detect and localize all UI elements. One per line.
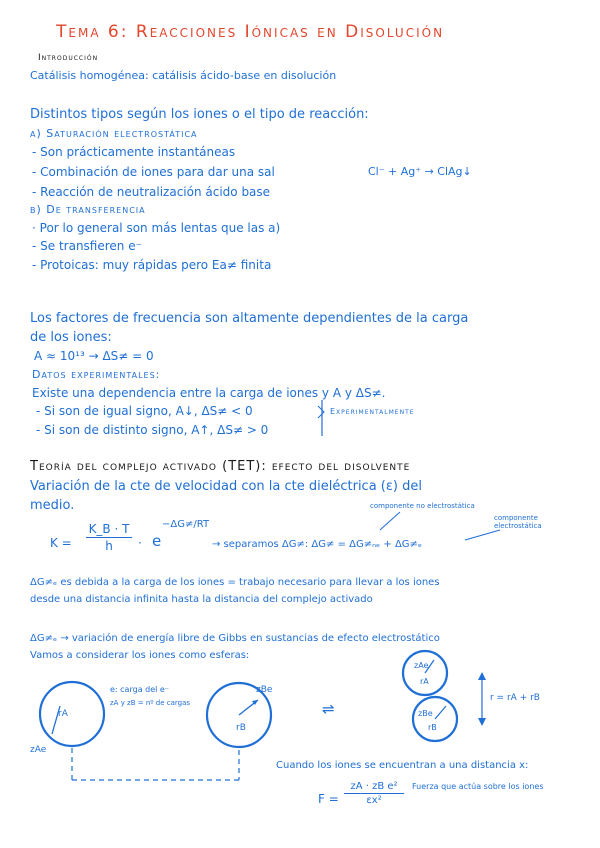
- top-ion-charge: zAe: [414, 661, 429, 670]
- k-denominator: h: [105, 539, 113, 553]
- fraction-bar: [344, 793, 404, 794]
- fuerza-note: Fuerza que actúa sobre los iones: [412, 782, 544, 791]
- tet-title: Teoría del complejo activado (TET): efecto del disolvente: [30, 459, 411, 474]
- factores-line-2: de los iones:: [30, 330, 112, 345]
- separamos-line: → separamos ΔG≠: ΔG≠ = ΔG≠ₙₑ + ΔG≠ₑ: [212, 539, 423, 550]
- bottom-ion-radius: rB: [428, 723, 437, 732]
- top-ion-radius: rA: [420, 677, 429, 686]
- subsection-b: b) De transferencia: [30, 203, 146, 216]
- zae-label: zAe: [30, 745, 47, 755]
- b-item-2: - Se transfieren e⁻: [32, 239, 142, 253]
- factores-line-1: Los factores de frecuencia son altamente dependientes de la carga: [30, 311, 469, 326]
- dge-line-1: ΔG≠ₑ es debida a la carga de los iones = trabajo necesario para llevar a los iones: [30, 577, 440, 588]
- k-exponent: −ΔG≠/RT: [162, 519, 210, 530]
- igual-signo-line: - Si son de igual signo, A↓, ΔS≠ < 0: [36, 404, 253, 418]
- k-lhs: K =: [50, 536, 72, 550]
- dge-line-2: desde una distancia infinita hasta la distancia del complejo activado: [30, 594, 373, 605]
- k-dot: ·: [138, 536, 142, 550]
- f-numerator: zA · zB e²: [350, 781, 398, 792]
- b-item-1: · Por lo general son más lentas que las a): [32, 221, 281, 235]
- bottom-ion-charge: zBe: [418, 709, 433, 718]
- catalisis-line: Catálisis homogénea: catálisis ácido-base en disolución: [30, 69, 337, 82]
- b-item-3: - Protoicas: muy rápidas pero Ea≠ finita: [32, 258, 272, 272]
- cuando-line: Cuando los iones se encuentran a una distancia x:: [276, 760, 529, 771]
- subsection-a: a) Saturación electrostática: [30, 127, 198, 140]
- page-title: Tema 6: Reacciones Iónicas en Disolución: [56, 22, 445, 42]
- equilibrium-arrow: ⇌: [322, 700, 335, 718]
- f-denominator: εx²: [366, 795, 382, 806]
- a-item-3: - Reacción de neutralización ácido base: [32, 185, 271, 199]
- existe-line: Existe una dependencia entre la carga de iones y A y ΔS≠.: [32, 386, 386, 400]
- zbe-label: zBe: [256, 685, 273, 695]
- carga-note-1: e: carga del e⁻: [110, 685, 170, 694]
- f-lhs: F =: [318, 792, 339, 806]
- a-item-2: - Combinación de iones para dar una sal: [32, 165, 275, 179]
- f-fraction: [344, 781, 404, 806]
- variacion-line-1: Variación de la cte de velocidad con la cte dieléctrica (ε) del: [30, 479, 422, 494]
- a-item-1: - Son prácticamente instantáneas: [32, 145, 236, 159]
- vamos-line: Vamos a considerar los iones como esferas:: [30, 650, 250, 661]
- experimentalmente-note: Experimentalmente: [330, 407, 415, 416]
- k-exp-base: e: [152, 532, 162, 550]
- a-equation: A ≈ 10¹³ → ΔS≠ = 0: [34, 349, 154, 363]
- section-intro: Introducción: [38, 53, 99, 63]
- equation-salt: Cl⁻ + Ag⁺ → ClAg↓: [368, 165, 472, 178]
- componente-no-electrostatica: componente no electrostática: [370, 502, 475, 510]
- dge-line-3: ΔG≠ₑ → variación de energía libre de Gibbs en sustancias de efecto electrostático: [30, 633, 440, 644]
- r-equation: r = rA + rB: [490, 693, 540, 703]
- k-numerator: K_B · T: [88, 522, 130, 536]
- rb-label: rB: [236, 723, 246, 733]
- variacion-line-2: medio.: [30, 498, 75, 513]
- componente-electrostatica: componente electrostática: [494, 514, 542, 530]
- distinto-signo-line: - Si son de distinto signo, A↑, ΔS≠ > 0: [36, 423, 269, 437]
- ra-label: rA: [58, 709, 68, 719]
- datos-experimentales: Datos experimentales:: [32, 368, 161, 381]
- tipos-line: Distintos tipos según los iones o el tipo de reacción:: [30, 107, 369, 122]
- carga-note-2: zA y zB = nº de cargas: [110, 699, 191, 707]
